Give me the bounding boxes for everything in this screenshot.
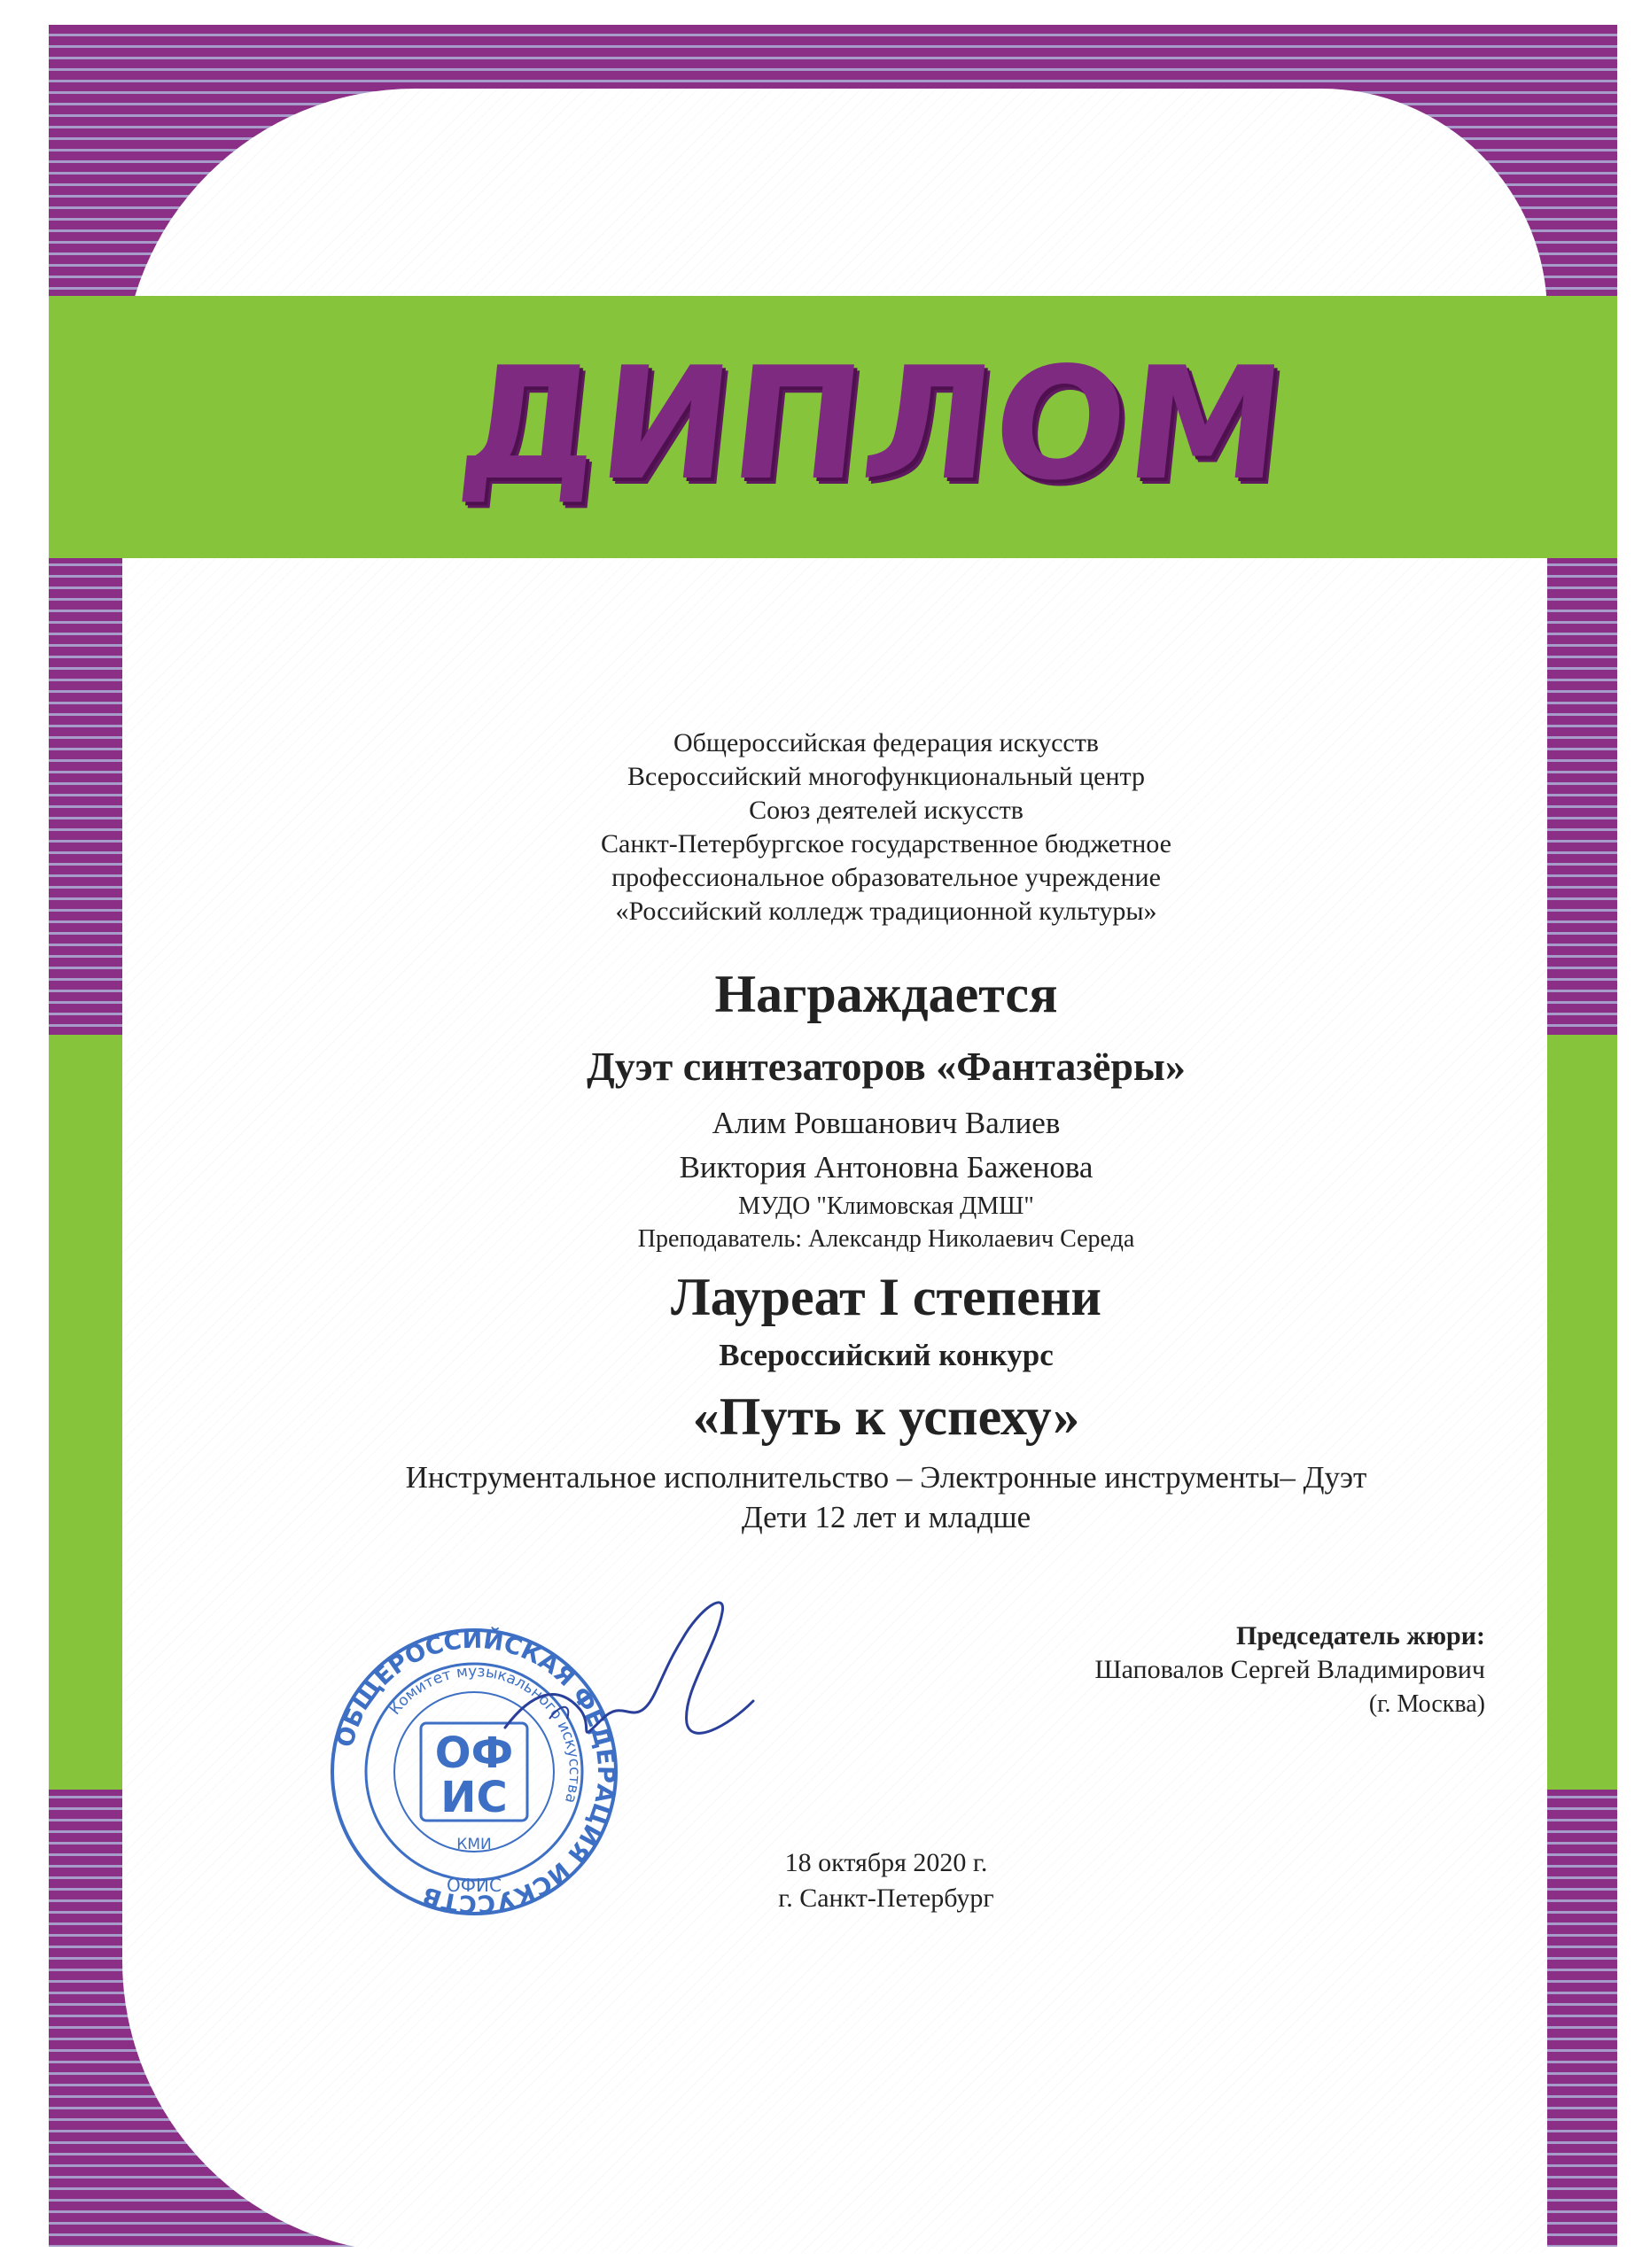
contest-name: «Путь к успеху» [692, 1387, 1080, 1446]
nomination-line: Инструментальное исполнительство – Электронные инструменты– Дуэт [405, 1460, 1367, 1495]
date-line: 18 октября 2020 г. [784, 1848, 988, 1877]
org-line-6: «Российский колледж традиционной культуры» [615, 897, 1157, 926]
award-heading: Награждается [714, 965, 1058, 1023]
jury-city: (г. Москва) [1368, 1690, 1485, 1718]
jury-name: Шаповалов Сергей Владимирович [1094, 1655, 1485, 1684]
age-group-line: Дети 12 лет и младше [741, 1500, 1031, 1534]
signature [496, 1586, 762, 1816]
school-name: МУДО "Климовская ДМШ" [738, 1192, 1034, 1220]
teacher-line: Преподаватель: Александр Николаевич Середа [637, 1225, 1135, 1253]
org-line-4: Санкт-Петербургское государственное бюджетное [601, 829, 1171, 858]
member-2: Виктория Антоновна Баженова [679, 1150, 1094, 1184]
stamp-bottom-text: ОФИС [447, 1875, 502, 1896]
stamp-center-top: ОФ [434, 1728, 514, 1778]
org-line-5: профессиональное образовательное учреждение [611, 863, 1161, 892]
stamp-inner-text: Комитет музыкального искусства [385, 1662, 584, 1806]
jury-role: Председатель жюри: [1235, 1621, 1485, 1651]
place-line: г. Санкт-Петербург [778, 1884, 994, 1913]
stamp-bottom-label: КМИ [456, 1836, 492, 1853]
org-line-2: Всероссийский многофункциональный центр [627, 762, 1145, 791]
stamp-center-bottom: ИС [440, 1773, 508, 1822]
stamp-outer-text: ОБЩЕРОССИЙСКАЯ ФЕДЕРАЦИЯ ИСКУССТВ [331, 1626, 620, 1918]
org-line-1: Общероссийская федерация искусств [673, 728, 1099, 757]
contest-type: Всероссийский конкурс [719, 1338, 1054, 1372]
org-line-3: Союз деятелей искусств [749, 796, 1023, 825]
rank-title: Лауреат I степени [670, 1268, 1101, 1326]
diploma-title: ДИПЛОМ [451, 335, 1294, 515]
recipient-name: Дуэт синтезаторов «Фантазёры» [587, 1044, 1186, 1089]
member-1: Алим Ровшанович Валиев [712, 1106, 1061, 1140]
